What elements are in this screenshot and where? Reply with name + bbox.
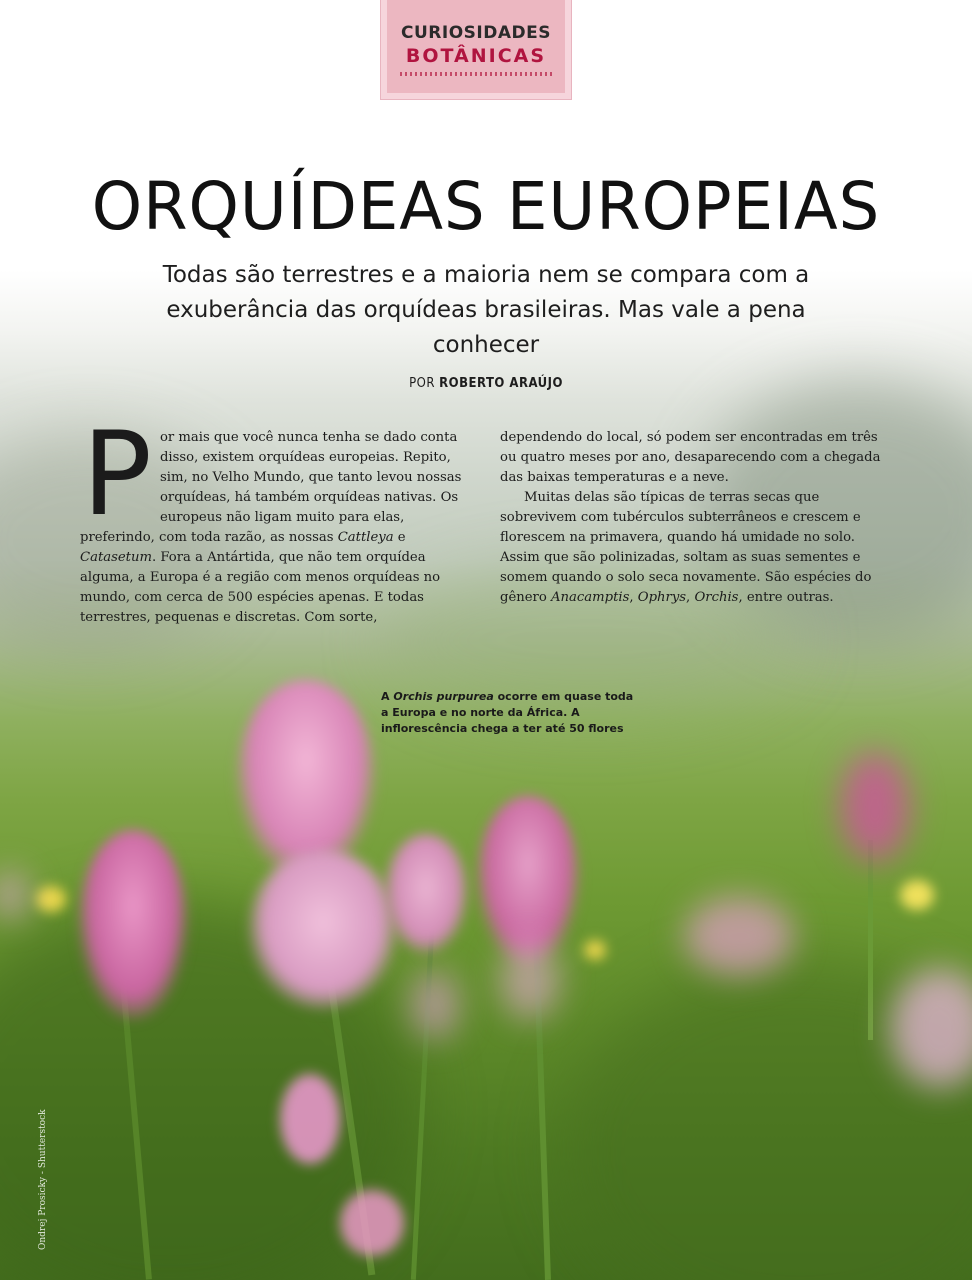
genus-name: Ophrys	[637, 590, 687, 605]
article-title: ORQUÍDEAS EUROPEIAS	[91, 168, 881, 245]
section-label-line1: CURIOSIDADES	[401, 23, 551, 43]
orchid-flower	[248, 850, 398, 1010]
genus-name: Catasetum	[80, 550, 152, 565]
section-label-line2: BOTÂNICAS	[405, 45, 547, 67]
body-column-left	[80, 407, 478, 628]
byline	[0, 376, 972, 391]
photo-credit: Ondrej Prosicky - Shutterstock	[38, 1109, 48, 1250]
dotted-rule	[400, 72, 552, 76]
genus-name: Anacamptis	[551, 590, 630, 605]
body-paragraph: Por mais que você nunca tenha se dado conta disso, existem orquídeas europeias. Repito, sim, no Velho Mundo, que tanto levou nossas orquídeas, há também orquídeas nativas. Os europeus não ligam muito para elas, preferindo, com toda razão, as nossas Cattleya e Catasetum. Fora a Antártida, que não tem orquídea alguma, a Europa é a região com menos orquídeas no mundo, com cerca de 500 espécies apenas. E todas terrestres, pequenas e discretas. Com sorte,	[80, 407, 462, 625]
article-subtitle: Todas são terrestres e a maioria nem se compara com a exuberância das orquídeas brasileiras. Mas vale a pena conhecer	[162, 262, 810, 358]
orchid-flower	[410, 970, 460, 1040]
section-badge	[380, 0, 572, 100]
byline-prefix: POR	[409, 376, 435, 391]
body-paragraph: dependendo do local, só podem ser encontradas em três ou quatro meses por ano, desaparecendo com a chegada das baixas temperaturas e a neve.	[500, 430, 881, 485]
byline-author: ROBERTO ARAÚJO	[439, 376, 563, 391]
orchid-stem	[868, 840, 873, 1040]
body-paragraph: Muitas delas são típicas de terras secas que sobrevivem com tubérculos subterrâneos e crescem e florescem na primavera, quando há umidade no solo. Assim que são polinizadas, soltam as suas sementes e somem quando o solo seca novamente. São espécies do gênero Anacamptis, Ophrys, Orchis, entre outras.	[500, 490, 872, 605]
drop-cap: P	[82, 407, 152, 542]
orchid-flower	[236, 680, 376, 880]
orchid-flower	[840, 752, 910, 862]
genus-name: Orchis	[694, 590, 739, 605]
orchid-flower	[340, 1190, 404, 1256]
body-column-right	[500, 428, 882, 608]
orchid-flower	[684, 896, 794, 976]
orchid-flower	[384, 834, 468, 954]
orchid-flower	[78, 830, 188, 1020]
photo-caption: A Orchis purpurea ocorre em quase toda a Europa e no norte da África. A inflorescência chega a ter até 50 flores	[381, 690, 634, 735]
genus-name: Cattleya	[337, 530, 394, 545]
orchid-flower	[280, 1074, 340, 1164]
caption-species: Orchis purpurea	[393, 690, 494, 703]
orchid-flower	[500, 940, 560, 1020]
